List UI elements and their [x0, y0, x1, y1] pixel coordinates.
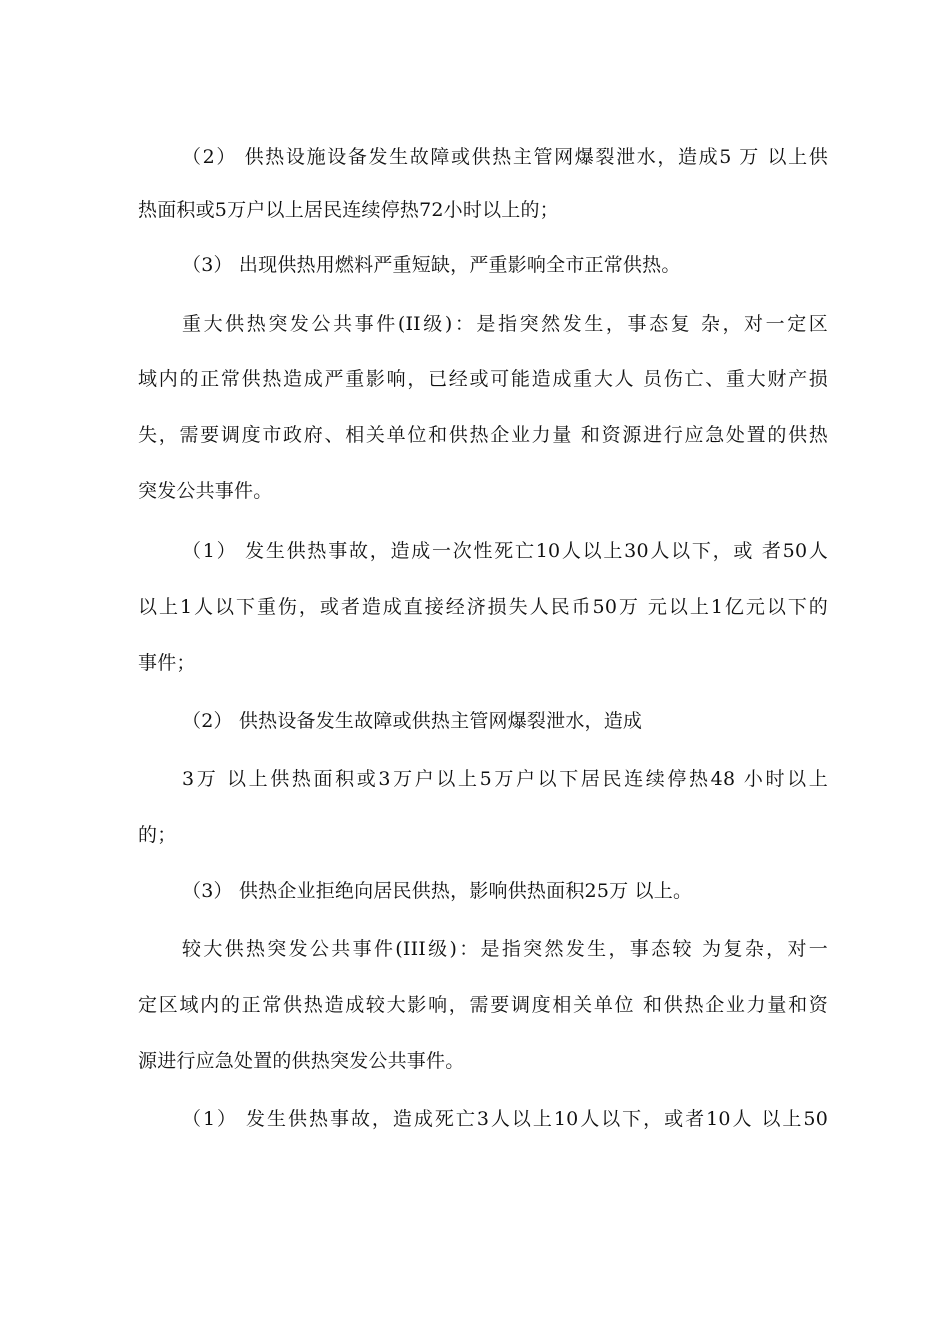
text-line: 重大供热突发公共事件(II级)：是指突然发生，事态复 杂，对一定区	[182, 313, 828, 335]
text-line: 3万 以上供热面积或3万户以上5万户以下居民连续停热48 小时以上	[182, 768, 828, 790]
text-line: 事件；	[138, 652, 196, 674]
text-line: （3） 供热企业拒绝向居民供热，影响供热面积25万 以上。	[182, 880, 693, 902]
text-line: （2） 供热设施设备发生故障或供热主管网爆裂泄水，造成5 万 以上供	[182, 146, 828, 168]
text-line: 热面积或5万户以上居民连续停热72小时以上的；	[138, 199, 559, 221]
text-line: 定区域内的正常供热造成较大影响，需要调度相关单位 和供热企业力量和资	[138, 994, 828, 1016]
text-line: （3） 出现供热用燃料严重短缺，严重影响全市正常供热。	[182, 254, 681, 276]
text-line: 较大供热突发公共事件(III级)：是指突然发生，事态较 为复杂，对一	[182, 938, 828, 960]
text-line: 突发公共事件。	[138, 480, 273, 502]
text-line: （2） 供热设备发生故障或供热主管网爆裂泄水，造成	[182, 710, 643, 732]
text-line: 的；	[138, 824, 177, 846]
text-line: （1） 发生供热事故，造成死亡3人以上10人以下，或者10人 以上50	[182, 1108, 828, 1130]
text-line: 源进行应急处置的供热突发公共事件。	[138, 1050, 465, 1072]
text-line: 以上1人以下重伤，或者造成直接经济损失人民币50万 元以上1亿元以下的	[138, 596, 828, 618]
text-line: （1） 发生供热事故，造成一次性死亡10人以上30人以下，或 者50人	[182, 540, 828, 562]
text-line: 域内的正常供热造成严重影响，已经或可能造成重大人 员伤亡、重大财产损	[138, 368, 828, 390]
text-line: 失，需要调度市政府、相关单位和供热企业力量 和资源进行应急处置的供热	[138, 424, 828, 446]
